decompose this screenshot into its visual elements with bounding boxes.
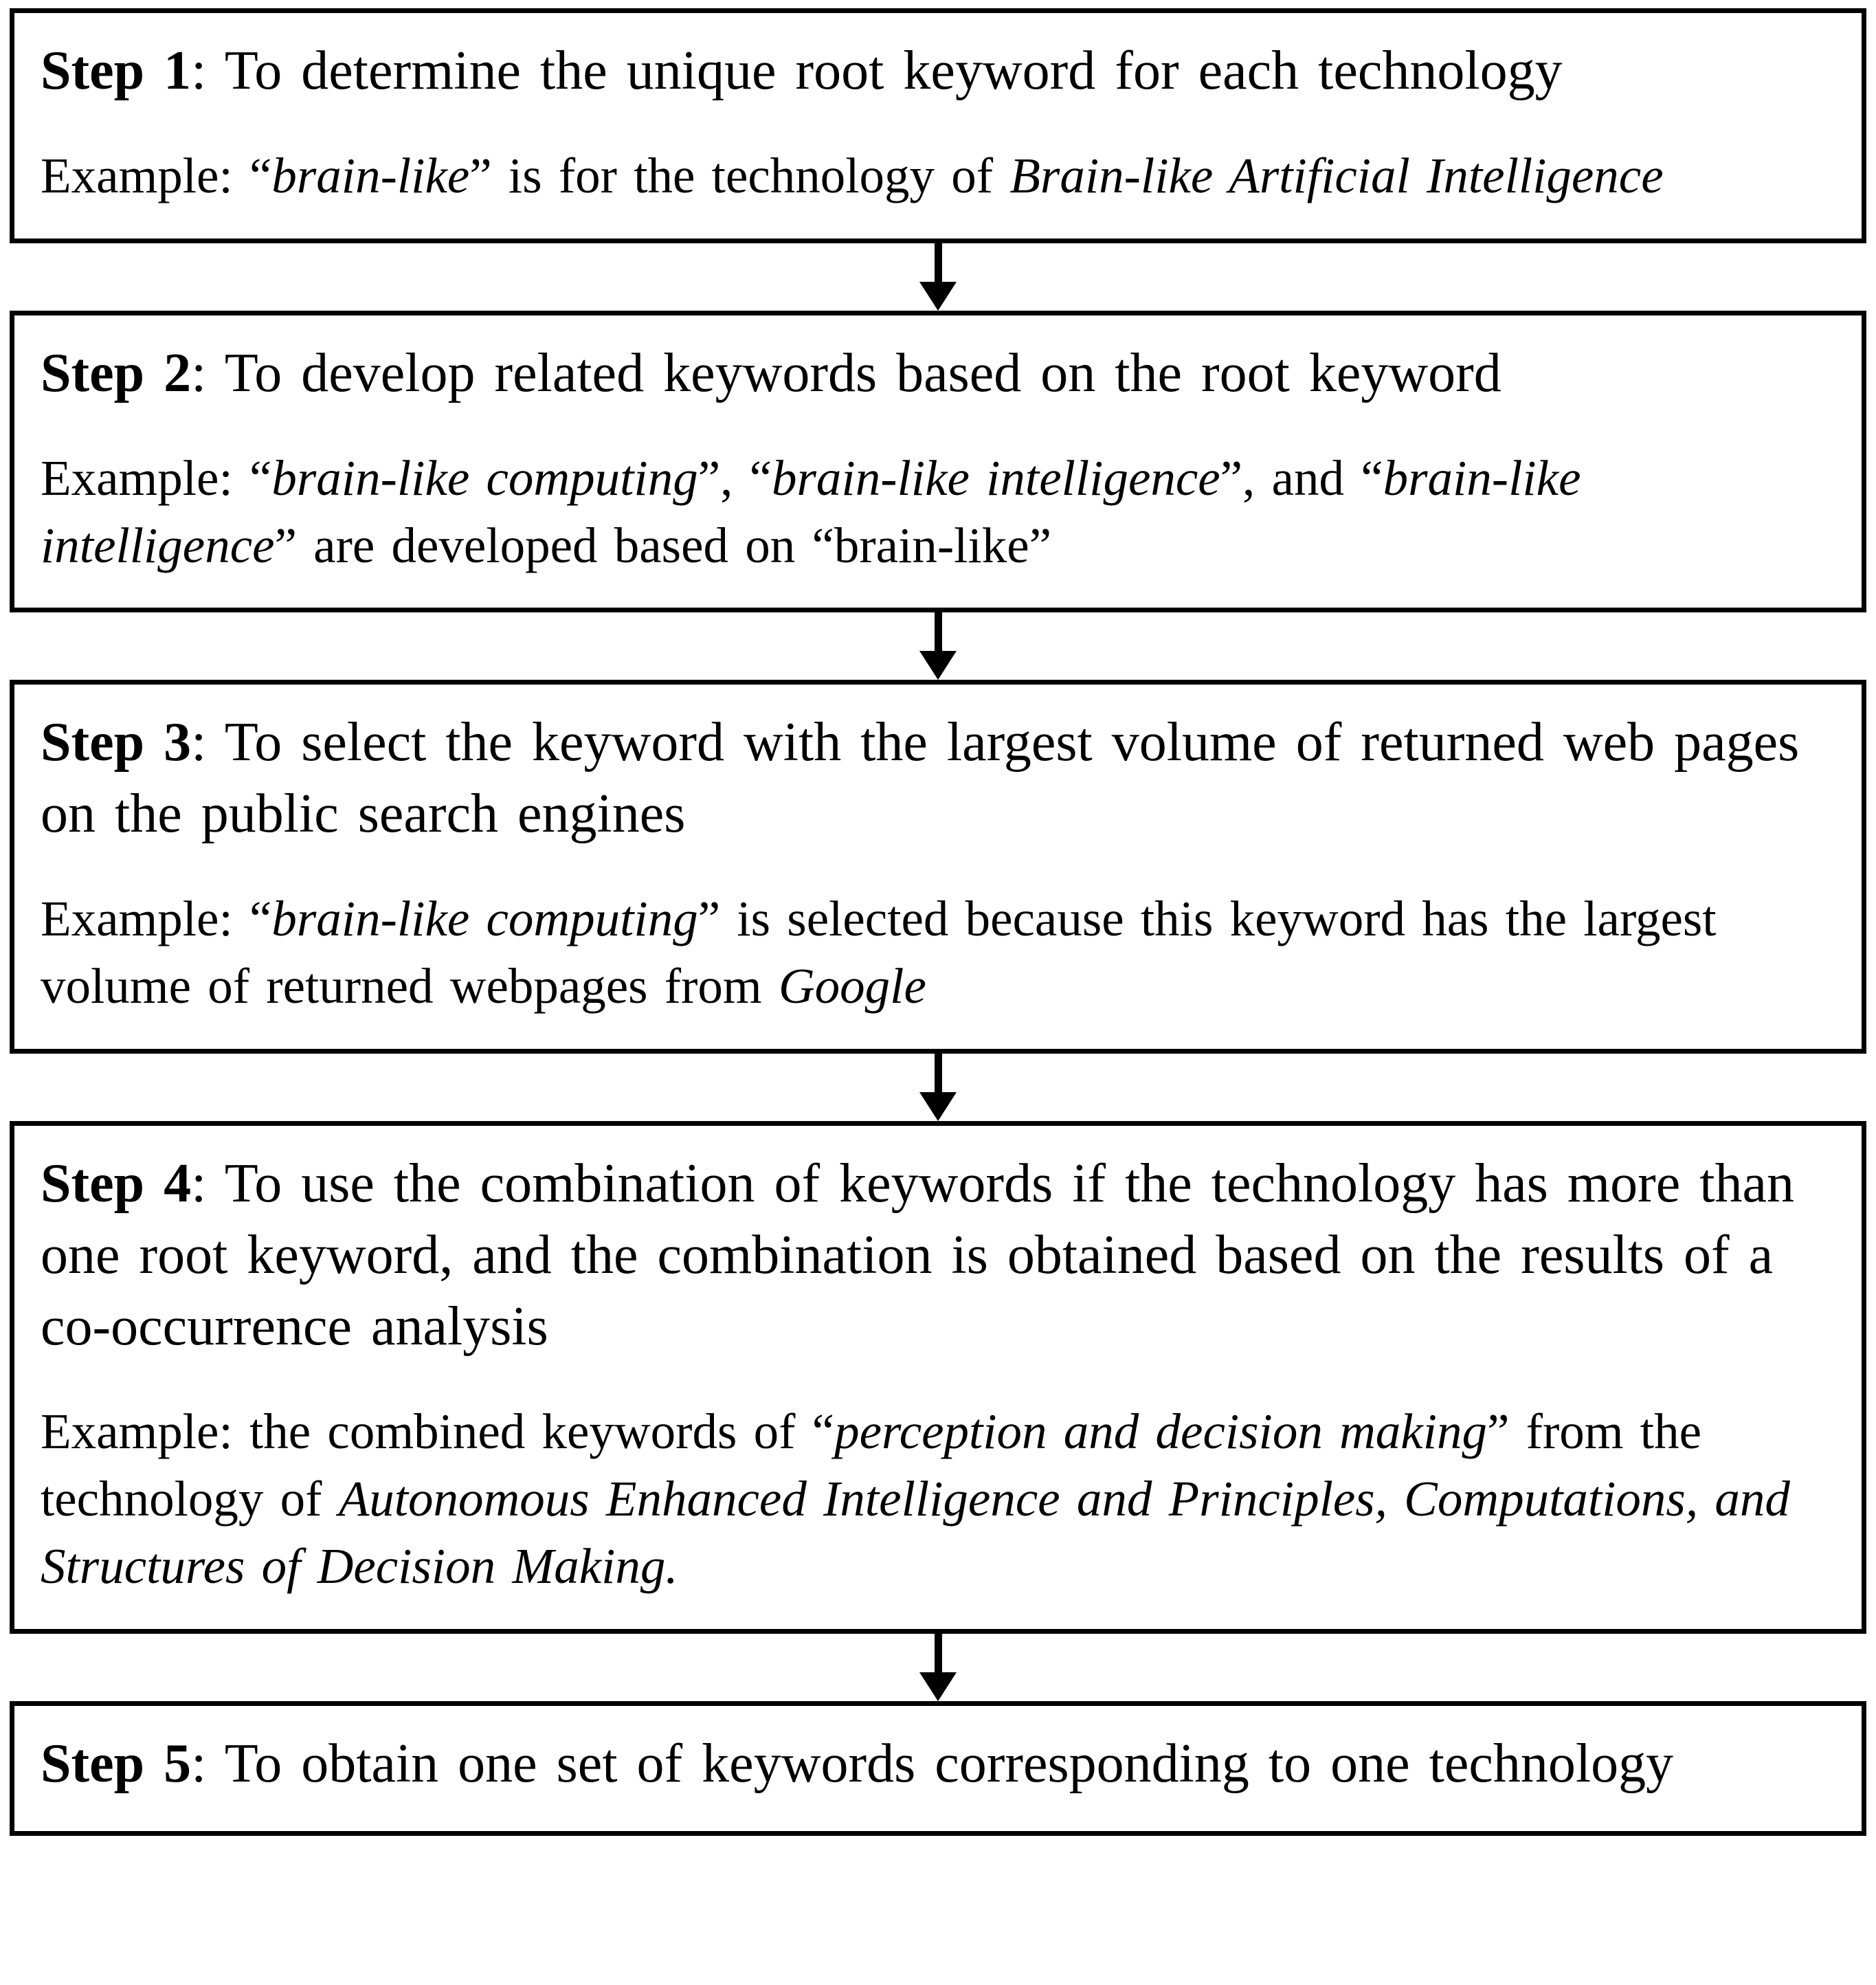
step-1-title (41, 35, 1835, 107)
text-segment: : To obtain one set of keywords corresponding to one technology (191, 1733, 1674, 1794)
step-5-title (41, 1728, 1835, 1799)
arrow-shaft (935, 243, 942, 282)
step-3-title (41, 707, 1835, 850)
text-segment: ” from the technology of (41, 1404, 1701, 1527)
text-segment: Example: the combined keywords of “ (41, 1404, 835, 1460)
step-2-example (41, 445, 1835, 579)
text-segment: brain-like computing (271, 450, 698, 506)
text-segment: Autonomous Enhanced Intelligence and Principles, Computations, and Structures of Decision Making. (41, 1470, 1790, 1594)
flow-arrow-1-2 (919, 243, 957, 311)
text-segment: Example: “ (41, 450, 272, 506)
step-3-example (41, 885, 1835, 1020)
step-1-example (41, 142, 1835, 210)
arrow-head-icon (919, 651, 957, 680)
text-segment: perception and decision making (834, 1404, 1487, 1460)
text-segment: Step 5 (41, 1733, 192, 1794)
text-segment: Step 2 (41, 342, 192, 403)
text-segment: ” is selected because this keyword has the largest volume of returned webpages from (41, 891, 1717, 1014)
text-segment: ” are developed based on “brain-like” (274, 517, 1052, 573)
text-segment: Step 3 (41, 712, 192, 773)
text-segment: brain-like intelligence (41, 450, 1581, 573)
arrow-head-icon (919, 282, 957, 311)
text-segment: Brain-like Artificial Intelligence (1009, 148, 1664, 203)
text-segment: : To develop related keywords based on the root keyword (191, 342, 1501, 403)
arrow-shaft (935, 1634, 942, 1672)
arrow-head-icon (919, 1672, 957, 1701)
step-box-1 (10, 8, 1866, 243)
step-box-3 (10, 680, 1866, 1054)
text-segment: Step 1 (41, 41, 192, 101)
flow-arrow-2-3 (919, 612, 957, 680)
text-segment: : To use the combination of keywords if the technology has more than one root keyword, and the combination is obtained based on the results of a co-occurrence analysis (41, 1153, 1795, 1357)
text-segment: brain-like (271, 148, 470, 203)
step-2-title (41, 337, 1835, 409)
step-box-4 (10, 1121, 1866, 1633)
text-segment: ” is for the technology of (469, 148, 1010, 203)
text-segment: Step 4 (41, 1153, 192, 1215)
text-segment: ”, and “ (1220, 450, 1383, 506)
step-4-title (41, 1148, 1835, 1362)
text-segment: ”, “ (697, 450, 772, 506)
text-segment: Example: “ (41, 148, 272, 203)
text-segment: : To determine the unique root keyword for each technology (191, 41, 1563, 101)
step-box-2 (10, 311, 1866, 613)
flow-arrow-4-5 (919, 1634, 957, 1701)
text-segment: brain-like computing (271, 891, 698, 947)
text-segment: : To select the keyword with the largest volume of returned web pages on the public search engines (41, 712, 1800, 845)
step-box-5 (10, 1701, 1866, 1836)
arrow-shaft (935, 1054, 942, 1092)
step-4-example (41, 1398, 1835, 1599)
arrow-head-icon (919, 1092, 957, 1121)
text-segment: Google (778, 958, 926, 1014)
text-segment: brain-like intelligence (772, 450, 1220, 506)
text-segment: Example: “ (41, 891, 272, 947)
flow-arrow-3-4 (919, 1054, 957, 1121)
arrow-shaft (935, 612, 942, 651)
